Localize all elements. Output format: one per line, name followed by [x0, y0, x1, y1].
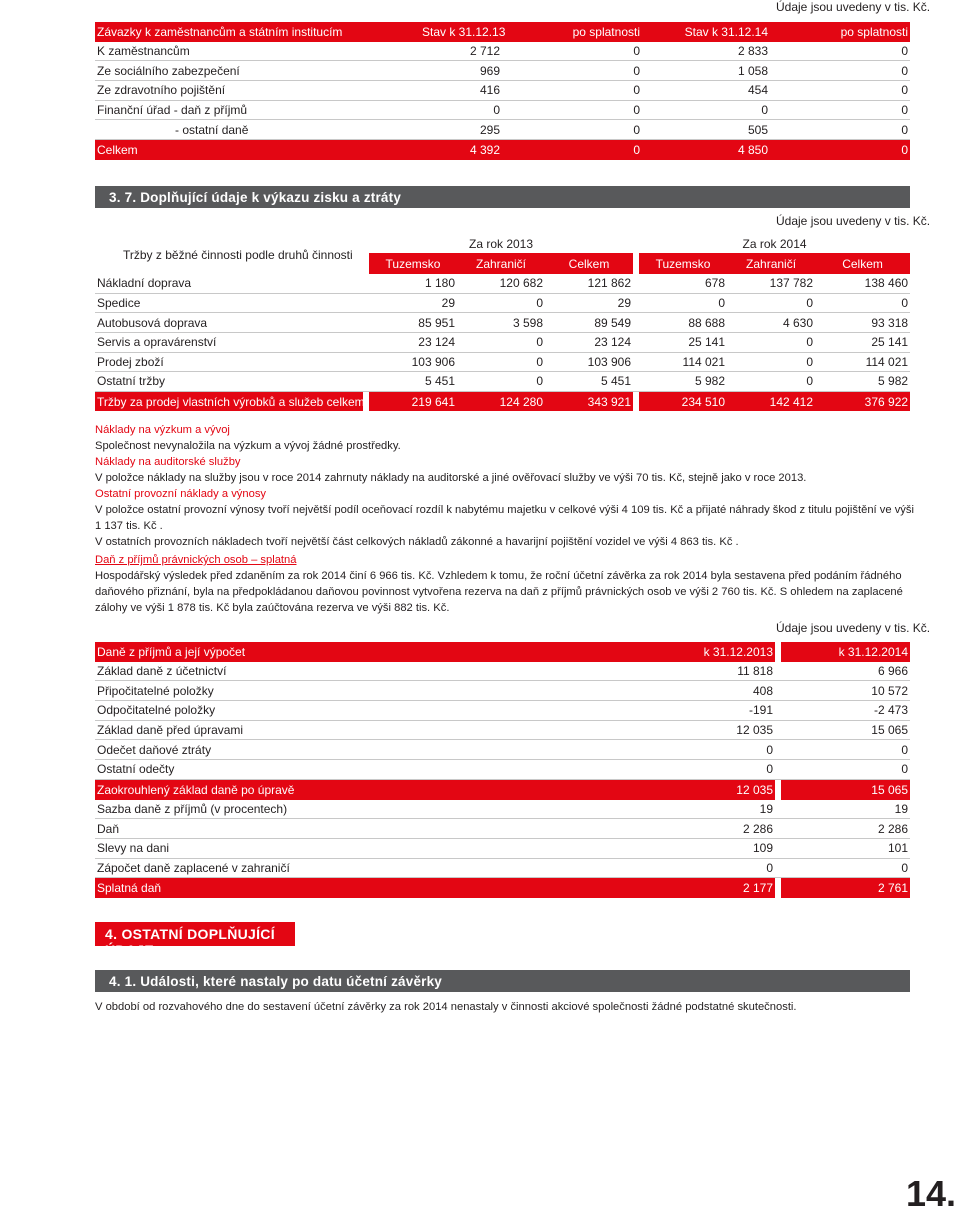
- tax-header-2014: k 31.12.2014: [775, 642, 910, 662]
- notes-block: [95, 422, 915, 616]
- cell-value: 109: [575, 839, 775, 859]
- table-row-highlight: [95, 878, 910, 898]
- cell-value: 295: [420, 120, 502, 140]
- cell-value: 25 141: [815, 333, 910, 353]
- cell-value: 5 451: [545, 372, 633, 392]
- tax-header-2013: k 31.12.2013: [575, 642, 775, 662]
- row-label: Ostatní tržby: [95, 372, 363, 392]
- total-value: 142 412: [727, 392, 815, 412]
- section-4-title: 4. OSTATNÍ DOPLŇUJÍCÍ ÚDAJE: [95, 922, 295, 946]
- cell-value: 0: [770, 120, 910, 140]
- row-label: Slevy na dani: [95, 839, 575, 859]
- cell-value: 408: [575, 681, 775, 701]
- table-row: [95, 839, 910, 859]
- subheader-foreign-2014: Zahraničí: [727, 255, 815, 275]
- total-value: 343 921: [545, 392, 633, 412]
- row-label: Základ daně před úpravami: [95, 721, 575, 741]
- cell-value: 0: [727, 294, 815, 314]
- cell-value: 4 630: [727, 313, 815, 333]
- subheader-total-2014: Celkem: [815, 255, 910, 275]
- table-row: [95, 333, 910, 353]
- cell-value: 19: [775, 800, 910, 820]
- table-row: [95, 372, 910, 392]
- cell-value: 0: [502, 101, 642, 121]
- cell-value: 85 951: [369, 313, 457, 333]
- other-text-1: V položce ostatní provozní výnosy tvoří největší podíl oceňovací rozdíl k nabytému majetku v celkové výši 4 109 tis. Kč a přijaté náhrady škod z titulu pojištění ve výši 1 137 tis. Kč .: [95, 504, 914, 532]
- subheader-foreign-2013: Zahraničí: [457, 255, 545, 275]
- liabilities-header-state-2014: Stav k 31.12.14: [642, 22, 770, 42]
- cell-value: 0: [575, 859, 775, 879]
- table-row: [95, 740, 910, 760]
- cell-value: 121 862: [545, 274, 633, 294]
- row-label: Ostatní odečty: [95, 760, 575, 780]
- cell-value: 2 712: [420, 42, 502, 62]
- cell-value: 454: [642, 81, 770, 101]
- table-row: [95, 859, 910, 879]
- other-text-2: V ostatních provozních nákladech tvoří největší část celkových nákladů zákonné a havarijní pojištění vozidel ve výši 4 863 tis. Kč .: [95, 536, 739, 548]
- revenue-year-row: [95, 235, 910, 255]
- table-row: [95, 760, 910, 780]
- table-row: [95, 800, 910, 820]
- cell-value: 29: [545, 294, 633, 314]
- row-label: Sazba daně z příjmů (v procentech): [95, 800, 575, 820]
- table-row: [95, 274, 910, 294]
- row-label: Nákladní doprava: [95, 274, 363, 294]
- table-row: [95, 353, 910, 373]
- total-value: 4 850: [642, 140, 770, 160]
- cell-value: 0: [642, 101, 770, 121]
- revenue-year-2013: Za rok 2013: [369, 235, 633, 255]
- tax-header-row: [95, 642, 910, 662]
- revenue-row-header: Tržby z běžné činnosti podle druhů činnosti: [123, 247, 353, 262]
- liabilities-header-state-2013: Stav k 31.12.13: [420, 22, 502, 42]
- cell-value: 0: [639, 294, 727, 314]
- table-row: [95, 662, 910, 682]
- cell-value: 0: [457, 333, 545, 353]
- revenue-table: [95, 235, 910, 411]
- table-row: [95, 42, 910, 62]
- cell-value: 0: [727, 372, 815, 392]
- cell-value: 29: [369, 294, 457, 314]
- table-row: [95, 294, 910, 314]
- table-row: [95, 101, 910, 121]
- table-row-highlight: [95, 780, 910, 800]
- section-3-7-title: 3. 7. Doplňující údaje k výkazu zisku a ztráty: [95, 186, 910, 208]
- cell-value: 678: [639, 274, 727, 294]
- subheader-domestic-2013: Tuzemsko: [369, 255, 457, 275]
- cell-value: 103 906: [545, 353, 633, 373]
- section-4-1-title: 4. 1. Události, které nastaly po datu účetní závěrky: [95, 970, 910, 992]
- cell-value: 2 761: [775, 878, 910, 898]
- cell-value: 3 598: [457, 313, 545, 333]
- tax-table: [95, 642, 910, 898]
- tax-header-label: Daně z příjmů a její výpočet: [95, 642, 575, 662]
- cell-value: 114 021: [815, 353, 910, 373]
- cell-value: 1 180: [369, 274, 457, 294]
- total-label: Celkem: [95, 140, 420, 160]
- cell-value: 15 065: [775, 721, 910, 741]
- cell-value: 0: [770, 81, 910, 101]
- cell-value: 23 124: [545, 333, 633, 353]
- cell-value: -191: [575, 701, 775, 721]
- cell-value: 25 141: [639, 333, 727, 353]
- cell-value: 23 124: [369, 333, 457, 353]
- cell-value: 0: [775, 760, 910, 780]
- other-title: Ostatní provozní náklady a výnosy: [95, 488, 267, 500]
- tax-title: Daň z příjmů právnických osob – splatná: [95, 554, 297, 566]
- liabilities-table: [95, 22, 910, 160]
- cell-value: 416: [420, 81, 502, 101]
- page-number: 14.: [905, 1173, 956, 1214]
- cell-value: 0: [457, 372, 545, 392]
- row-label: Prodej zboží: [95, 353, 363, 373]
- row-label: Spedice: [95, 294, 363, 314]
- table-row: [95, 701, 910, 721]
- cell-value: 2 286: [575, 819, 775, 839]
- cell-value: 0: [502, 42, 642, 62]
- subheader-domestic-2014: Tuzemsko: [639, 255, 727, 275]
- table-row: [95, 81, 910, 101]
- cell-value: 2 833: [642, 42, 770, 62]
- cell-value: 0: [775, 740, 910, 760]
- liabilities-header-label: Závazky k zaměstnancům a státním institucím: [95, 22, 420, 42]
- row-label: Základ daně z účetnictví: [95, 662, 575, 682]
- cell-value: 0: [775, 859, 910, 879]
- cell-value: 12 035: [575, 780, 775, 800]
- cell-value: 6 966: [775, 662, 910, 682]
- cell-value: 11 818: [575, 662, 775, 682]
- row-label: Ze sociálního zabezpečení: [95, 61, 420, 81]
- unit-note-section-3-7: Údaje jsou uvedeny v tis. Kč.: [776, 214, 931, 228]
- rnd-text: Společnost nevynaložila na výzkum a vývoj žádné prostředky.: [95, 440, 401, 452]
- total-value: 124 280: [457, 392, 545, 412]
- total-value: 4 392: [420, 140, 502, 160]
- total-label: Tržby za prodej vlastních výrobků a služeb celkem: [95, 392, 363, 412]
- liabilities-header-overdue-2014: po splatnosti: [770, 22, 910, 42]
- cell-value: 0: [770, 61, 910, 81]
- audit-title: Náklady na auditorské služby: [95, 456, 241, 468]
- cell-value: 138 460: [815, 274, 910, 294]
- revenue-year-2014: Za rok 2014: [639, 235, 910, 255]
- unit-note-tax: Údaje jsou uvedeny v tis. Kč.: [776, 621, 931, 635]
- cell-value: 0: [727, 333, 815, 353]
- cell-value: 12 035: [575, 721, 775, 741]
- table-row: [95, 819, 910, 839]
- table-row: [95, 61, 910, 81]
- revenue-total-row: [95, 392, 910, 412]
- cell-value: 5 982: [815, 372, 910, 392]
- cell-value: 0: [420, 101, 502, 121]
- cell-value: 19: [575, 800, 775, 820]
- row-label: Daň: [95, 819, 575, 839]
- cell-value: 2 177: [575, 878, 775, 898]
- cell-value: 0: [727, 353, 815, 373]
- total-value: 0: [502, 140, 642, 160]
- cell-value: 5 982: [639, 372, 727, 392]
- row-label: Finanční úřad - daň z příjmů: [95, 101, 420, 121]
- cell-value: 0: [815, 294, 910, 314]
- cell-value: 969: [420, 61, 502, 81]
- cell-value: 15 065: [775, 780, 910, 800]
- cell-value: 101: [775, 839, 910, 859]
- table-row: [95, 721, 910, 741]
- row-label: Zaokrouhlený základ daně po úpravě: [95, 780, 575, 800]
- table-row: [95, 120, 910, 140]
- table-row: [95, 681, 910, 701]
- liabilities-header-row: [95, 22, 910, 42]
- cell-value: 0: [575, 760, 775, 780]
- liabilities-total-row: [95, 140, 910, 160]
- row-label: Odečet daňové ztráty: [95, 740, 575, 760]
- cell-value: 0: [457, 353, 545, 373]
- cell-value: 5 451: [369, 372, 457, 392]
- total-value: 219 641: [369, 392, 457, 412]
- total-value: 0: [770, 140, 910, 160]
- liabilities-header-overdue-2013: po splatnosti: [502, 22, 642, 42]
- unit-note-top: Údaje jsou uvedeny v tis. Kč.: [776, 0, 931, 14]
- row-label: Autobusová doprava: [95, 313, 363, 333]
- row-label: Servis a opravárenství: [95, 333, 363, 353]
- cell-value: 88 688: [639, 313, 727, 333]
- cell-value: 0: [770, 42, 910, 62]
- cell-value: 2 286: [775, 819, 910, 839]
- cell-value: 89 549: [545, 313, 633, 333]
- cell-value: 0: [575, 740, 775, 760]
- row-label: - ostatní daně: [95, 120, 420, 140]
- cell-value: 137 782: [727, 274, 815, 294]
- audit-text: V položce náklady na služby jsou v roce 2014 zahrnuty náklady na auditorské a jiné ověřovací služby ve výši 70 tis. Kč, stejně jako v roce 2013.: [95, 472, 807, 484]
- cell-value: 114 021: [639, 353, 727, 373]
- cell-value: 10 572: [775, 681, 910, 701]
- row-label: K zaměstnancům: [95, 42, 420, 62]
- cell-value: 505: [642, 120, 770, 140]
- tax-text: Hospodářský výsledek před zdaněním za rok 2014 činí 6 966 tis. Kč. Vzhledem k tomu, že roční účetní závěrka za rok 2014 byla sestavena před podáním řádného daňového přiznání, byla na předpokládanou daňovou povinnost vytvořena rezerva na daň z příjmů právnických osob ve výši 2 760 tis. Kč. S ohledem na zaplacené zálohy ve výši 1 878 tis. Kč byla zaúčtována rezerva ve výši 882 tis. Kč.: [95, 570, 903, 614]
- cell-value: 0: [457, 294, 545, 314]
- row-label: Zápočet daně zaplacené v zahraničí: [95, 859, 575, 879]
- total-value: 234 510: [639, 392, 727, 412]
- total-value: 376 922: [815, 392, 910, 412]
- cell-value: 103 906: [369, 353, 457, 373]
- cell-value: 0: [502, 81, 642, 101]
- cell-value: 120 682: [457, 274, 545, 294]
- row-label: Splatná daň: [95, 878, 575, 898]
- cell-value: -2 473: [775, 701, 910, 721]
- cell-value: 0: [770, 101, 910, 121]
- cell-value: 0: [502, 120, 642, 140]
- subheader-total-2013: Celkem: [545, 255, 633, 275]
- row-label: Připočitatelné položky: [95, 681, 575, 701]
- row-label: Odpočitatelné položky: [95, 701, 575, 721]
- section-4-1-text: V období od rozvahového dne do sestavení účetní závěrky za rok 2014 nenastaly v činnosti akciové společnosti žádné podstatné skutečnosti.: [95, 1001, 797, 1013]
- rnd-title: Náklady na výzkum a vývoj: [95, 424, 230, 436]
- cell-value: 93 318: [815, 313, 910, 333]
- cell-value: 0: [502, 61, 642, 81]
- cell-value: 1 058: [642, 61, 770, 81]
- row-label: Ze zdravotního pojištění: [95, 81, 420, 101]
- table-row: [95, 313, 910, 333]
